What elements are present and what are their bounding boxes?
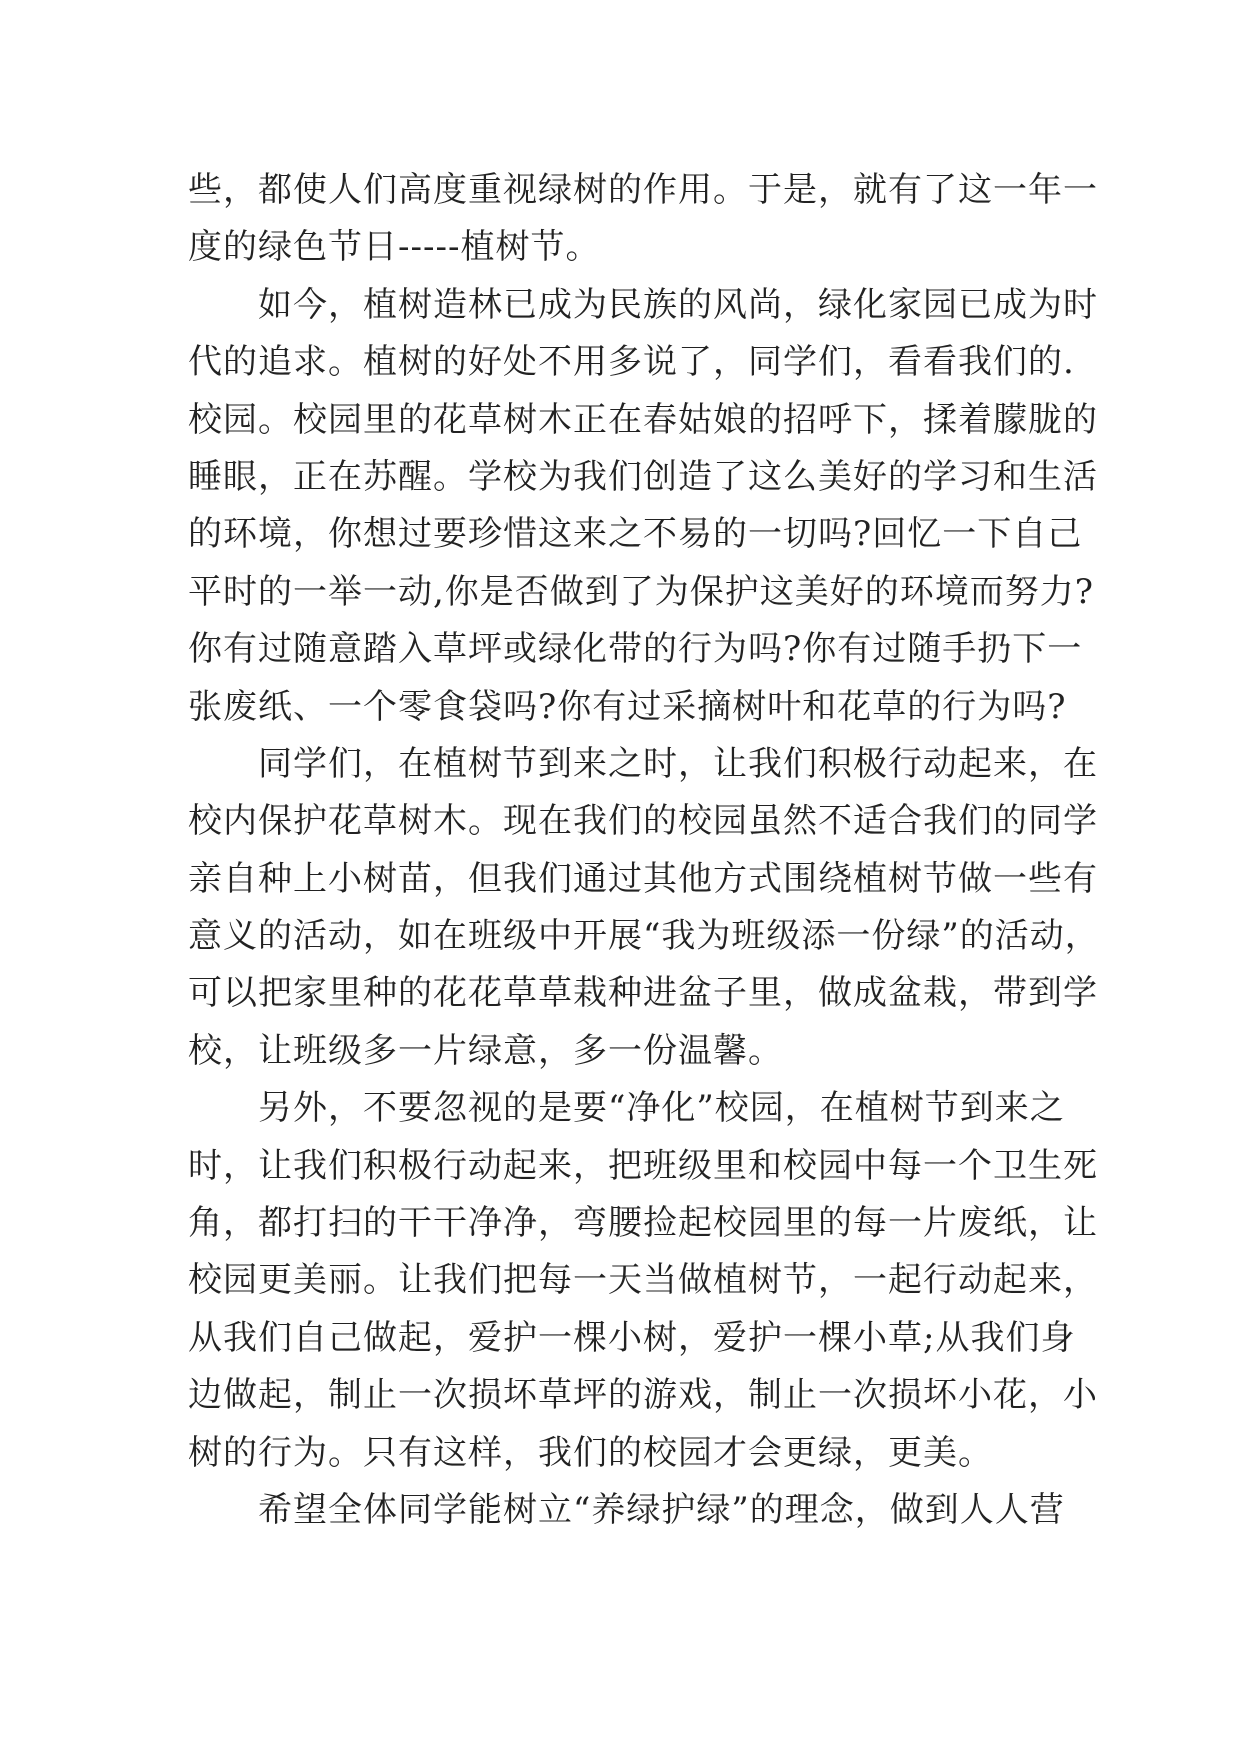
text-line: 度的绿色节日-----植树节。 (188, 227, 601, 268)
text-line: 同学们，在植树节到来之时，让我们积极行动起来，在 (188, 743, 1098, 784)
text-line: 希望全体同学能树立“养绿护绿”的理念，做到人人营 (188, 1489, 1065, 1530)
text-line: 你有过随意踏入草坪或绿化带的行为吗?你有过随手扔下一 (188, 629, 1083, 670)
text-line: 边做起，制止一次损坏草坪的游戏，制止一次损坏小花，小 (188, 1375, 1098, 1416)
text-line: 的环境，你想过要珍惜这来之不易的一切吗?回忆一下自己 (188, 514, 1083, 555)
text-line: 树的行为。只有这样，我们的校园才会更绿，更美。 (188, 1432, 993, 1473)
text-line: 平时的一举一动,你是否做到了为保护这美好的环境而努力? (188, 571, 1095, 612)
text-line: 校内保护花草树木。现在我们的校园虽然不适合我们的同学 (188, 801, 1098, 842)
text-line: 校园。校园里的花草树木正在春姑娘的招呼下，揉着朦胧的 (188, 399, 1098, 440)
text-line: 校，让班级多一片绿意，多一份温馨。 (188, 1030, 783, 1071)
text-line: 从我们自己做起，爱护一棵小树，爱护一棵小草;从我们身 (188, 1317, 1076, 1358)
text-line: 亲自种上小树苗，但我们通过其他方式围绕植树节做一些有 (188, 858, 1098, 899)
text-line: 些，都使人们高度重视绿树的作用。于是，就有了这一年一 (188, 170, 1098, 210)
text-line: 意义的活动，如在班级中开展“我为班级添一份绿”的活动， (188, 916, 1100, 957)
text-line: 另外，不要忽视的是要“净化”校园，在植树节到来之 (188, 1088, 1065, 1129)
text-line: 可以把家里种的花花草草栽种进盆子里，做成盆栽，带到学 (188, 973, 1098, 1014)
text-line: 如今，植树造林已成为民族的风尚，绿化家园已成为时 (188, 284, 1098, 325)
document-body (188, 162, 1100, 1539)
text-line: 校园更美丽。让我们把每一天当做植树节，一起行动起来， (188, 1260, 1098, 1301)
text-line: 代的追求。植树的好处不用多说了，同学们，看看我们的. (188, 342, 1075, 383)
text-line: 睡眼，正在苏醒。学校为我们创造了这么美好的学习和生活 (188, 456, 1098, 497)
text-line: 角，都打扫的干干净净，弯腰捡起校园里的每一片废纸，让 (188, 1203, 1098, 1244)
text-line: 张废纸、一个零食袋吗?你有过采摘树叶和花草的行为吗? (188, 686, 1067, 727)
text-line: 时，让我们积极行动起来，把班级里和校园中每一个卫生死 (188, 1145, 1098, 1186)
